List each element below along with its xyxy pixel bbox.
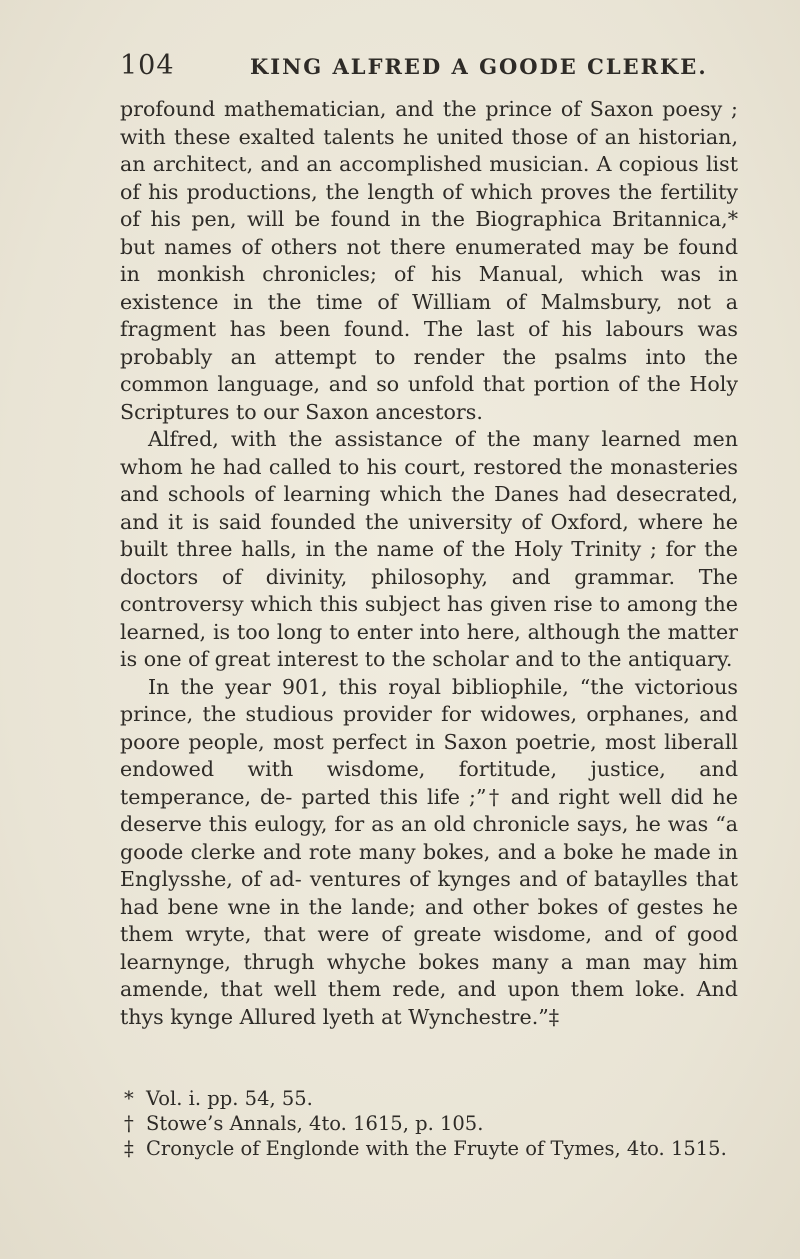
footnotes <box>124 1086 744 1161</box>
footnote-text: Vol. i. pp. 54, 55. <box>146 1087 313 1110</box>
body-text <box>120 96 738 1031</box>
footnote-mark: * <box>124 1087 134 1110</box>
footnote-mark: ‡ <box>124 1137 134 1160</box>
footnote-mark: † <box>124 1112 134 1135</box>
footnote-text: Cronycle of Englonde with the Fruyte of Tymes, 4to. 1515. <box>146 1137 727 1160</box>
page-header <box>120 50 740 86</box>
footnote-text: Stowe’s Annals, 4to. 1615, p. 105. <box>146 1112 484 1135</box>
footnote-3 <box>124 1136 744 1161</box>
page-number: 104 <box>120 50 175 81</box>
paragraph-3: In the year 901, this royal bibliophile, “the victorious prince, the studious provider for widowes, orphanes, and poore people, most perfect in Saxon poetrie, most liberall endowed with wisdome, fortitude, justice, and temperance, de- parted this life ;”† and right well did he deserve this eulogy, for as an old chronicle says, he was “a goode clerke and rote many bokes, and a boke he made in Englysshe, of ad- ventures of kynges and of bataylles that had bene wne in the lande; and other bokes of gestes he them wryte, that were of greate wisdome, and of good learnynge, thrugh whyche bokes many a man may him amende, that well them rede, and upon them loke. And thys kynge Allured lyeth at Wynchestre.”‡ <box>120 674 738 1029</box>
footnote-2 <box>124 1111 744 1136</box>
paragraph-2: Alfred, with the assistance of the many learned men whom he had called to his court, restored the monasteries and schools of learning which the Danes had desecrated, and it is said founded the university of Oxford, where he built three halls, in the name of the Holy Trinity ; for the doctors of divinity, philosophy, and grammar. The controversy which this subject has given rise to among the learned, is too long to enter into here, although the matter is one of great interest to the scholar and to the antiquary. <box>120 427 738 671</box>
running-head: KING ALFRED A GOODE CLERKE. <box>250 54 708 79</box>
paragraph-1: profound mathematician, and the prince of Saxon poesy ; with these exalted talents he united those of an historian, an architect, and an accomplished musician. A copious list of his productions, the length of which proves the fertility of his pen, will be found in the Biographica Britannica,* but names of others not there enumerated may be found in monkish chronicles; of his Manual, which was in existence in the time of William of Malmsbury, not a fragment has been found. The last of his labours was probably an attempt to render the psalms into the common language, and so unfold that portion of the Holy Scriptures to our Saxon ancestors. <box>120 97 738 424</box>
footnote-1 <box>124 1086 744 1111</box>
